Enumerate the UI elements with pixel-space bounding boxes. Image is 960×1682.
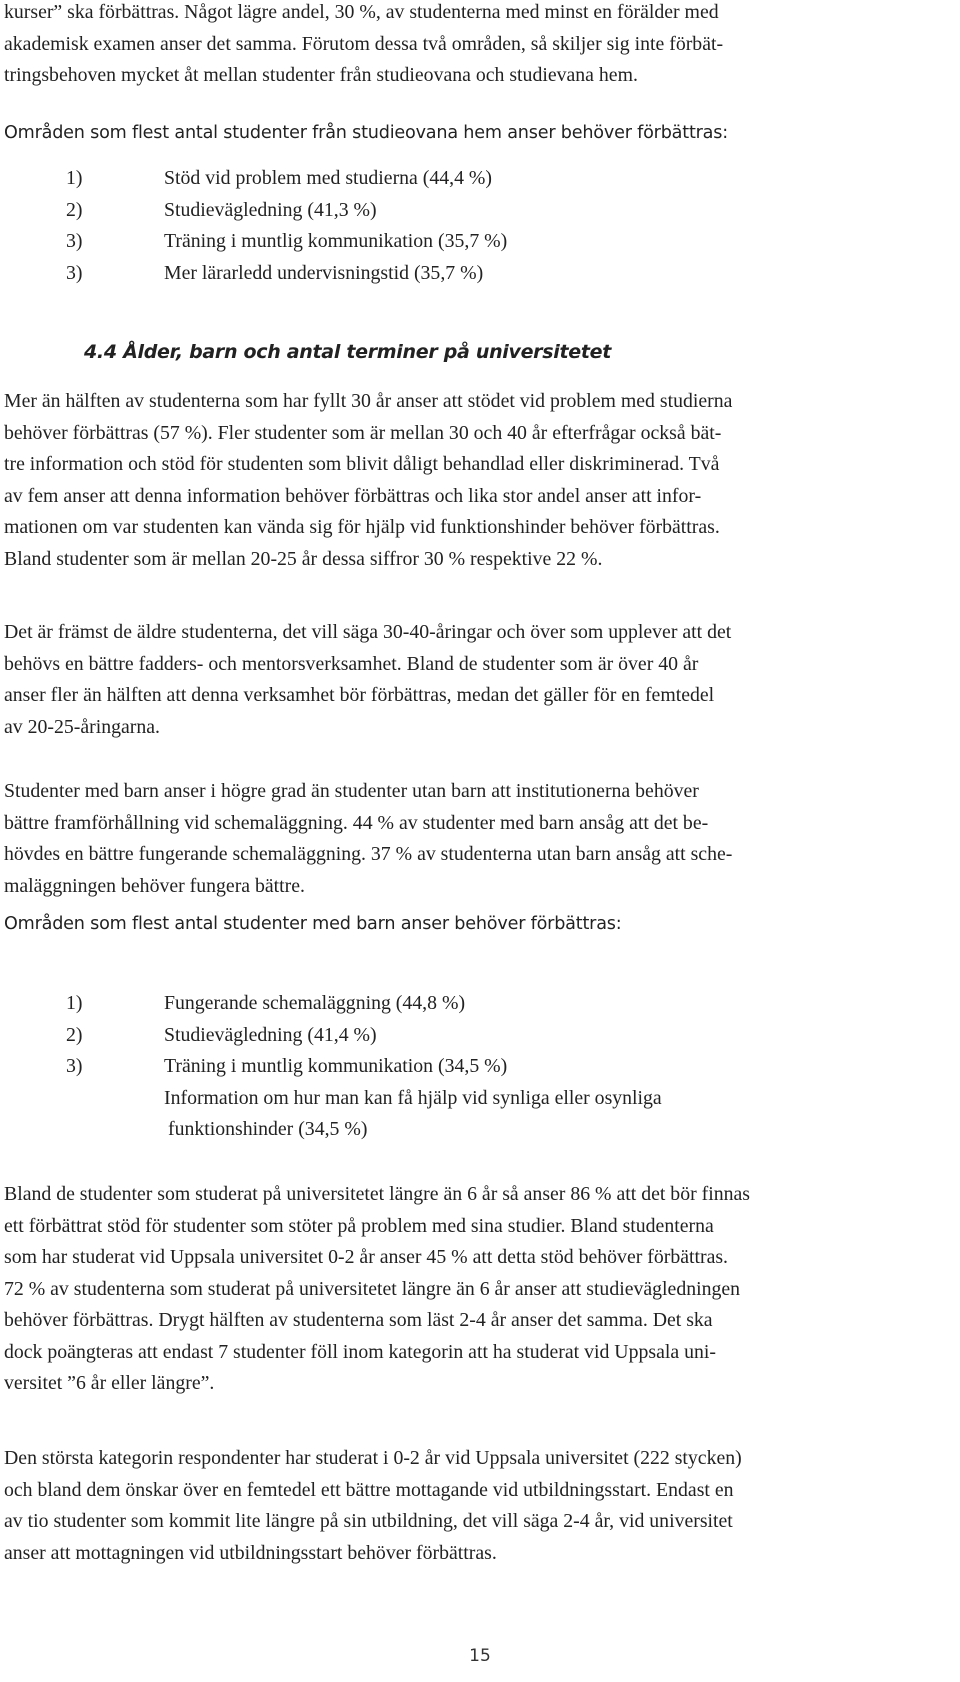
list-text: funktionshinder (34,5 %)	[168, 1118, 368, 1140]
text-line: tringsbehoven mycket åt mellan studenter från studieovana och studievana hem.	[4, 64, 638, 86]
text-line: som har studerat vid Uppsala universitet 0-2 år anser 45 % att detta stöd behöver förbättras.	[4, 1246, 728, 1268]
list-number: 3)	[66, 1055, 83, 1077]
text-line: Bland de studenter som studerat på universitetet längre än 6 år så anser 86 % att det bör finnas	[4, 1183, 750, 1205]
list-text: Träning i muntlig kommunikation (35,7 %)	[164, 230, 508, 252]
text-line: av tio studenter som kommit lite längre på sin utbildning, det vill säga 2-4 år, vid universitet	[4, 1510, 733, 1532]
list-item-continuation	[66, 1114, 662, 1146]
text-line: tre information och stöd för studenten som blivit dåligt behandlad eller diskriminerad. Två	[4, 453, 720, 475]
list-text: Studievägledning (41,3 %)	[164, 198, 377, 221]
paragraph-age-2	[4, 617, 956, 743]
list-item	[66, 258, 507, 290]
list-number: 1)	[66, 992, 83, 1014]
text-line: kurser” ska förbättras. Något lägre andel, 30 %, av studenterna med minst en förälder med	[4, 1, 719, 23]
text-line: mationen om var studenten kan vända sig för hjälp vid funktionshinder behöver förbättras.	[4, 516, 720, 538]
list-number: 2)	[66, 1023, 83, 1046]
text-line: akademisk examen anser det samma. Förutom dessa två områden, så skiljer sig inte förbät-	[4, 32, 724, 55]
list-item	[66, 1051, 662, 1083]
list2-intro: Områden som flest antal studenter med barn anser behöver förbättras:	[4, 914, 622, 934]
text-line: 72 % av studenterna som studerat på universitetet längre än 6 år anser att studievägledningen	[4, 1277, 741, 1300]
intro-paragraph	[4, 0, 956, 92]
text-line: och bland dem önskar över en femtedel ett bättre mottagande vid utbildningsstart. Endast en	[4, 1478, 734, 1501]
list-item	[66, 988, 662, 1020]
list-text: Träning i muntlig kommunikation (34,5 %)	[164, 1055, 508, 1077]
list-text: Information om hur man kan få hjälp vid synliga eller osynliga	[164, 1086, 662, 1109]
text-line: Studenter med barn anser i högre grad än studenter utan barn att institutionerna behöver	[4, 780, 699, 802]
list-item	[66, 195, 507, 227]
text-line: versitet ”6 år eller längre”.	[4, 1372, 215, 1394]
text-line: av fem anser att denna information behöver förbättras och lika stor andel anser att infor-	[4, 484, 702, 507]
text-line: Det är främst de äldre studenterna, det vill säga 30-40-åringar och över som upplever att det	[4, 621, 732, 643]
paragraph-terms-1	[4, 1179, 956, 1400]
text-line: behöver förbättras. Drygt hälften av studenterna som läst 2-4 år anser det samma. Det ska	[4, 1309, 713, 1331]
text-line: av 20-25-åringarna.	[4, 715, 160, 738]
list1-intro: Områden som flest antal studenter från studieovana hem anser behöver förbättras:	[4, 123, 728, 143]
list-number: 3)	[66, 261, 83, 284]
text-line: ett förbättrat stöd för studenter som stöter på problem med sina studier. Bland studenterna	[4, 1214, 714, 1237]
text-line: Mer än hälften av studenterna som har fyllt 30 år anser att stödet vid problem med studierna	[4, 390, 733, 412]
text-line: anser fler än hälften att denna verksamhet bör förbättras, medan det gäller för en femtedel	[4, 684, 715, 706]
text-line: behöver förbättras (57 %). Fler studenter som är mellan 30 och 40 år efterfrågar också bät-	[4, 421, 722, 444]
list-item-continuation	[66, 1083, 662, 1115]
section-heading: 4.4 Ålder, barn och antal terminer på universitetet	[84, 341, 611, 363]
list-text: Mer lärarledd undervisningstid (35,7 %)	[164, 261, 484, 284]
text-line: maläggningen behöver fungera bättre.	[4, 874, 305, 897]
text-line: bättre framförhållning vid schemaläggning. 44 % av studenter med barn ansåg att det be-	[4, 811, 709, 834]
paragraph-terms-2	[4, 1443, 956, 1569]
text-line: Bland studenter som är mellan 20-25 år dessa siffror 30 % respektive 22 %.	[4, 547, 603, 570]
page-number: 15	[469, 1646, 491, 1666]
list1	[66, 163, 507, 289]
text-line: hövdes en bättre fungerande schemaläggning. 37 % av studenterna utan barn ansåg att sche-	[4, 843, 733, 865]
text-line: Den största kategorin respondenter har studerat i 0-2 år vid Uppsala universitet (222 stycken)	[4, 1447, 742, 1469]
list-item	[66, 1020, 662, 1052]
paragraph-children	[4, 776, 956, 902]
list-text: Stöd vid problem med studierna (44,4 %)	[164, 167, 492, 189]
paragraph-age-1	[4, 386, 956, 575]
list-item	[66, 163, 507, 195]
list-text: Fungerande schemaläggning (44,8 %)	[164, 992, 466, 1014]
text-line: dock poängteras att endast 7 studenter föll inom kategorin att ha studerat vid Uppsala uni-	[4, 1340, 716, 1363]
list-number: 3)	[66, 230, 83, 252]
list-number: 1)	[66, 167, 83, 189]
list-text: Studievägledning (41,4 %)	[164, 1023, 377, 1046]
list2	[66, 988, 662, 1146]
list-item	[66, 226, 507, 258]
text-line: behövs en bättre fadders- och mentorsverksamhet. Bland de studenter som är över 40 år	[4, 652, 699, 675]
list-number: 2)	[66, 198, 83, 221]
text-line: anser att mottagningen vid utbildningsstart behöver förbättras.	[4, 1541, 497, 1564]
